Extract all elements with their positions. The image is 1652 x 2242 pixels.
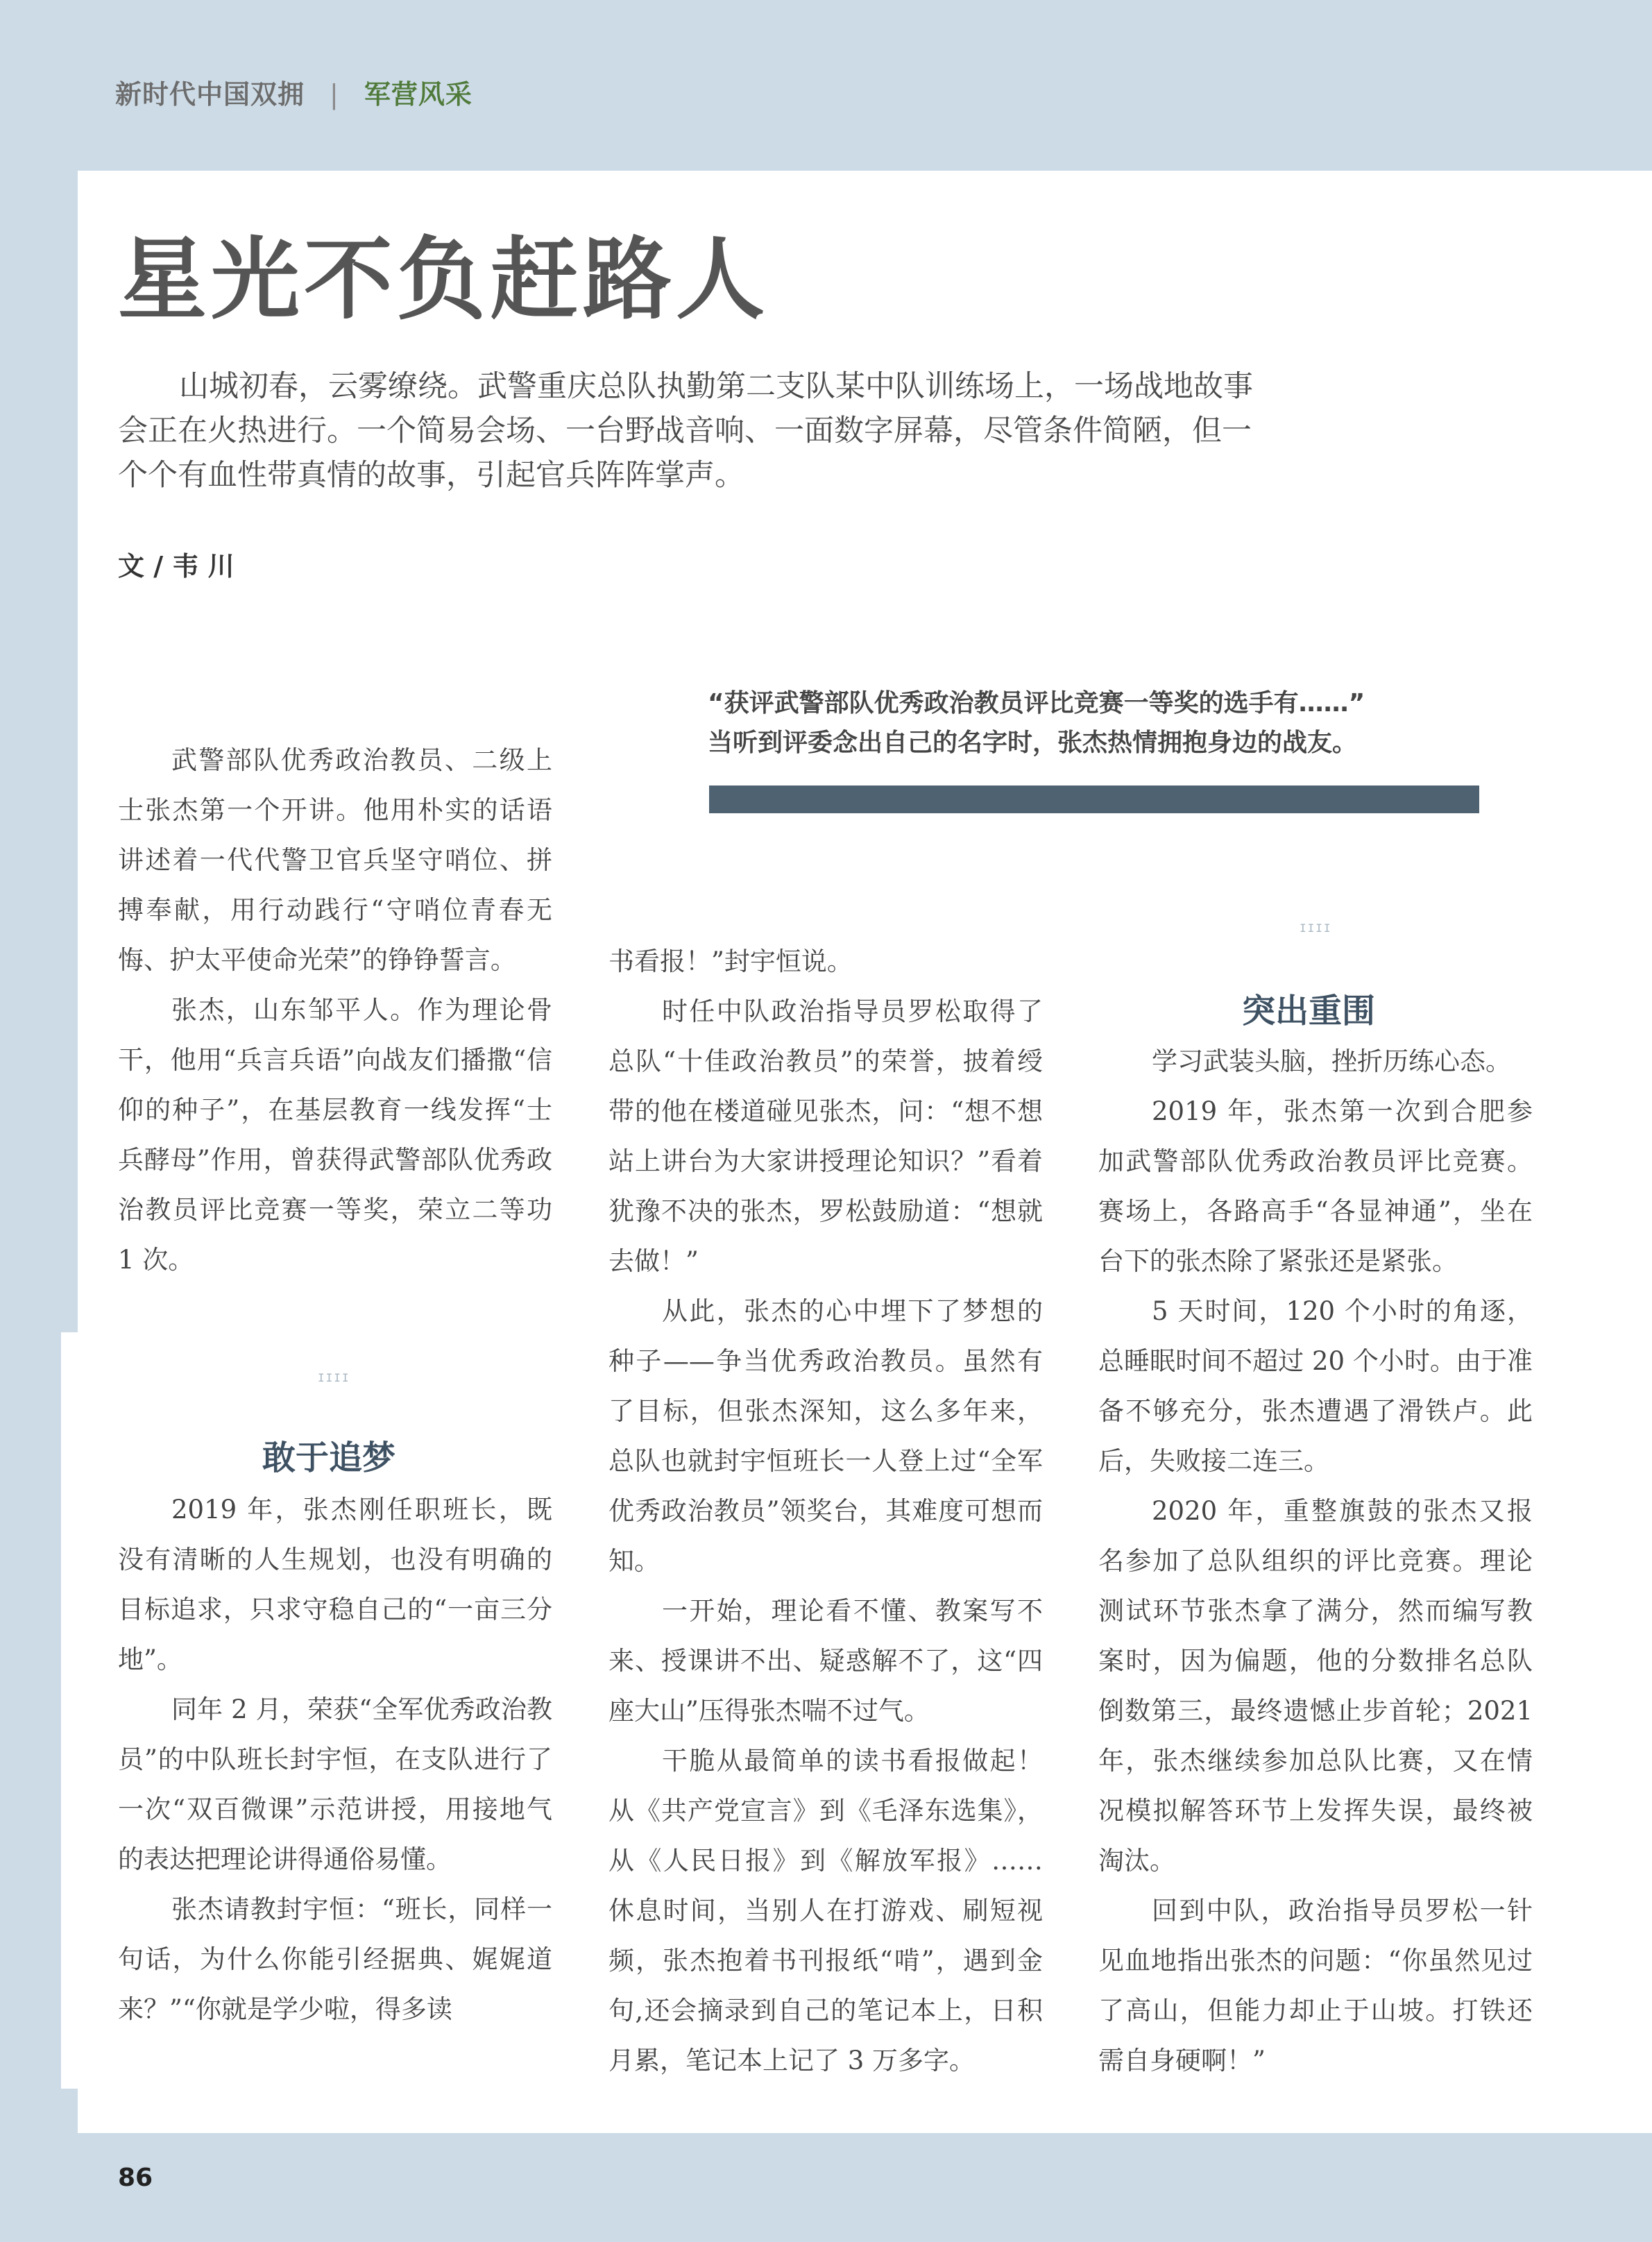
paragraph: 2019 年，张杰刚任职班长，既没有清晰的人生规划，也没有明确的目标追求，只求守稳自己的“一亩三分地”。	[118, 1495, 552, 1674]
column-3	[1098, 1037, 1533, 2086]
paragraph: 一开始，理论看不懂、教案写不来、授课讲不出、疑惑解不了，这“四座大山”压得张杰喘不过气。	[608, 1596, 1043, 1726]
paragraph: 2019 年，张杰第一次到合肥参加武警部队优秀政治教员评比竞赛。赛场上，各路高手“各显神通”，坐在台下的张杰除了紧张还是紧张。	[1098, 1096, 1533, 1276]
byline: 文 / 韦 川	[118, 551, 235, 581]
running-head	[115, 73, 472, 111]
paragraph: 回到中队，政治指导员罗松一针见血地指出张杰的问题：“你虽然见过了高山，但能力却止于山坡。打铁还需自身硬啊！”	[1098, 1896, 1533, 2075]
paragraph: 从此，张杰的心中埋下了梦想的种子——争当优秀政治教员。虽然有了目标，但张杰深知，这么多年来，总队也就封宇恒班长一人登上过“全军优秀政治教员”领奖台，其难度可想而知。	[608, 1296, 1043, 1576]
section-heading-1: 敢于追梦	[262, 1438, 396, 1477]
pull-quote	[708, 683, 1492, 763]
section-mark: IIII	[318, 1371, 350, 1384]
column-name: 军营风采	[364, 79, 472, 110]
paragraph: 同年 2 月，荣获“全军优秀政治教员”的中队班长封宇恒，在支队进行了一次“双百微课”示范讲授，用接地气的表达把理论讲得通俗易懂。	[118, 1695, 552, 1874]
pull-quote-bar	[709, 785, 1479, 813]
section-name: 新时代中国双拥	[115, 79, 305, 110]
paragraph: 干脆从最简单的读书看报做起！从《共产党宣言》到《毛泽东选集》，从《人民日报》到《解放军报》……休息时间，当别人在打游戏、刷短视频，张杰抱着书刊报纸“啃”，遇到金句,还会摘录到自己的笔记本上，日积月累，笔记本上记了 3 万多字。	[608, 1746, 1043, 2075]
paragraph: 5 天时间，120 个小时的角逐，总睡眠时间不超过 20 个小时。由于准备不够充分，张杰遭遇了滑铁卢。此后，失败接二连三。	[1098, 1296, 1533, 1476]
paragraph: 书看报！”封宇恒说。	[608, 946, 853, 976]
paragraph: 2020 年，重整旗鼓的张杰又报名参加了总队组织的评比竞赛。理论测试环节张杰拿了满分，然而编写教案时，因为偏题，他的分数排名总队倒数第三，最终遗憾止步首轮；2021 年，张杰继续参加总队比赛，又在情况模拟解答环节上发挥失误，最终被淘汰。	[1098, 1496, 1533, 1876]
header-separator: |	[330, 79, 339, 110]
article-title: 星光不负赶路人	[118, 228, 769, 332]
paragraph: 张杰请教封宇恒：“班长，同样一句话，为什么你能引经据典、娓娓道来？”“你就是学少啦，得多读	[118, 1894, 552, 2024]
column-2	[608, 937, 1043, 2086]
page-number: 86	[118, 2164, 153, 2192]
section-mark: IIII	[1300, 922, 1332, 935]
paragraph: 武警部队优秀政治教员、二级上士张杰第一个开讲。他用朴实的话语讲述着一代代警卫官兵坚守哨位、拼搏奉献，用行动践行“守哨位青春无悔、护太平使命光荣”的铮铮誓言。	[118, 745, 552, 975]
article-lead: 山城初春，云雾缭绕。武警重庆总队执勤第二支队某中队训练场上，一场战地故事会正在火热进行。一个简易会场、一台野战音响、一面数字屏幕，尽管条件简陋，但一个个有血性带真情的故事，引起官兵阵阵掌声。	[118, 369, 1253, 493]
column-1-bottom	[118, 1485, 552, 2035]
pull-quote-line: “获评武警部队优秀政治教员评比竞赛一等奖的选手有……”	[708, 689, 1365, 717]
column-1-top	[118, 736, 552, 1285]
paragraph: 学习武装头脑，挫折历练心态。	[1152, 1046, 1511, 1076]
pull-quote-line: 当听到评委念出自己的名字时，张杰热情拥抱身边的战友。	[708, 729, 1358, 757]
page-notch	[61, 1332, 82, 2089]
paragraph: 时任中队政治指导员罗松取得了总队“十佳政治教员”的荣誉，披着绶带的他在楼道碰见张杰，问：“想不想站上讲台为大家讲授理论知识？”看着犹豫不决的张杰，罗松鼓励道：“想就去做！”	[608, 996, 1043, 1276]
paragraph: 张杰，山东邹平人。作为理论骨干，他用“兵言兵语”向战友们播撒“信仰的种子”，在基层教育一线发挥“士兵酵母”作用，曾获得武警部队优秀政治教员评比竞赛一等奖，荣立二等功 1 次。	[118, 995, 552, 1275]
section-heading-2: 突出重围	[1242, 992, 1376, 1030]
